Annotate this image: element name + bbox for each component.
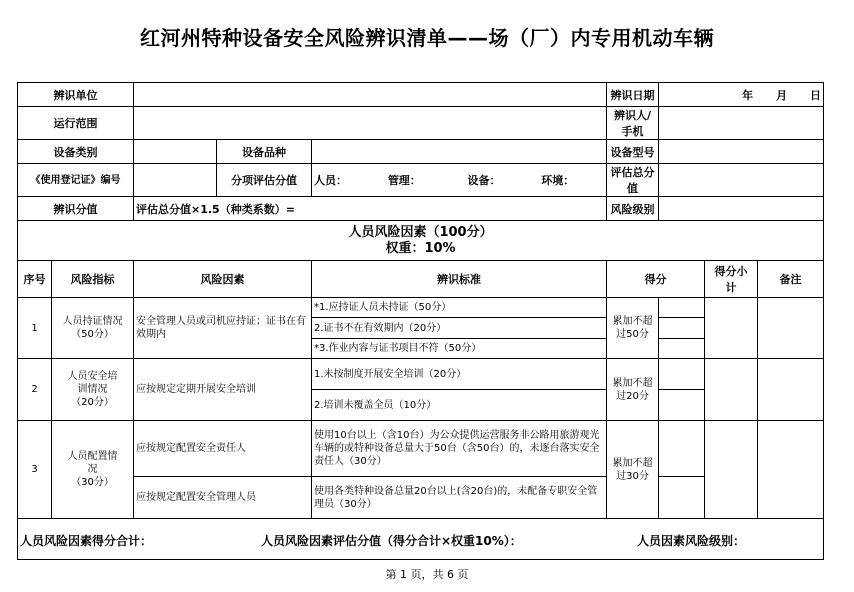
table-row (18, 298, 824, 318)
unit-value[interactable] (134, 83, 607, 107)
summary-cell (18, 519, 824, 560)
summary-row (18, 519, 824, 560)
row3-factor-2: 应按规定配置安全管理人员 (134, 477, 312, 519)
row2-indicator-name: 人员安全培训情况 (67, 371, 118, 395)
row2-indicator-score: （20分） (71, 397, 114, 408)
person-value[interactable] (659, 107, 824, 140)
date-label: 辨识日期 (607, 83, 659, 107)
section-header (18, 221, 824, 261)
row1-standard-2: 2.证书不在有效期内（20分） (312, 318, 607, 339)
summary-level: 人员因素风险级别： (637, 534, 746, 548)
sub-score-values[interactable] (312, 164, 607, 197)
risk-level-value[interactable] (659, 197, 824, 221)
row2-remark[interactable] (758, 359, 824, 421)
variety-label: 设备品种 (217, 140, 312, 164)
col-seq: 序号 (18, 261, 52, 298)
section-weight: 权重：10% (385, 240, 456, 256)
row1-score-2[interactable] (659, 318, 705, 339)
row2-score-note: 累加不超过20分 (607, 359, 659, 421)
date-year: 年 (742, 88, 754, 102)
row2-score-1[interactable] (659, 359, 705, 390)
table-row (18, 359, 824, 390)
model-label: 设备型号 (607, 140, 659, 164)
category-value[interactable] (134, 140, 217, 164)
row1-subtotal[interactable] (705, 298, 758, 359)
date-month: 月 (776, 88, 788, 102)
row1-indicator (52, 298, 134, 359)
ident-formula[interactable]: 评估总分值×1.5（种类系数）= (134, 197, 607, 221)
row3-standard-1: 使用10台以上（含10台）为公众提供运营服务非公路用旅游观光车辆的或特种设备总量大于50台（含50台）的，未逐台落实安全责任人（30分） (312, 421, 607, 477)
row3-indicator-name: 人员配置情况 (67, 451, 118, 475)
col-indicator: 风险指标 (52, 261, 134, 298)
person-label: 辨识人/手机 (607, 107, 659, 140)
row1-remark[interactable] (758, 298, 824, 359)
row1-score-note: 累加不超过50分 (607, 298, 659, 359)
row2-indicator (52, 359, 134, 421)
row3-standard-2: 使用各类特种设备总量20台以上(含20台)的，未配备专职安全管理员（30分） (312, 477, 607, 519)
section-title: 人员风险因素（100分） (348, 224, 493, 240)
row1-indicator-name: 人员持证情况 (62, 316, 123, 327)
total-score-value[interactable] (659, 164, 824, 197)
row3-score-2[interactable] (659, 477, 705, 519)
row1-score-1[interactable] (659, 298, 705, 318)
col-factor: 风险因素 (134, 261, 312, 298)
scope-label: 运行范围 (18, 107, 134, 140)
row1-seq: 1 (18, 298, 52, 359)
row1-factor: 安全管理人员或司机应持证；证书在有效期内 (134, 298, 312, 359)
row2-subtotal[interactable] (705, 359, 758, 421)
row2-score-2[interactable] (659, 390, 705, 421)
row2-seq: 2 (18, 359, 52, 421)
summary-eval: 人员风险因素评估分值（得分合计×权重10%）： (261, 534, 522, 548)
sub-score-label: 分项评估分值 (217, 164, 312, 197)
col-standard: 辨识标准 (312, 261, 607, 298)
row3-score-1[interactable] (659, 421, 705, 477)
col-score: 得分 (607, 261, 705, 298)
cert-label: 《使用登记证》编号 (18, 164, 134, 197)
date-day: 日 (810, 88, 822, 102)
row3-remark[interactable] (758, 421, 824, 519)
row2-standard-2: 2.培训未覆盖全员（10分） (312, 390, 607, 421)
sub-manage: 管理： (387, 174, 421, 187)
model-value[interactable] (659, 140, 824, 164)
table-row (18, 421, 824, 477)
category-label: 设备类别 (18, 140, 134, 164)
ident-score-label: 辨识分值 (18, 197, 134, 221)
row3-factor-1: 应按规定配置安全责任人 (134, 421, 312, 477)
row3-indicator-score: （30分） (71, 477, 114, 488)
page-footer: 第 1 页，共 6 页 (385, 568, 469, 581)
date-value[interactable] (659, 83, 824, 107)
sub-equip: 设备： (467, 174, 501, 187)
risk-table (17, 82, 824, 560)
row2-standard-1: 1.未按制度开展安全培训（20分） (312, 359, 607, 390)
table-row (18, 477, 824, 519)
risk-level-label: 风险级别 (607, 197, 659, 221)
summary-total: 人员风险因素得分合计： (20, 534, 153, 548)
row3-subtotal[interactable] (705, 421, 758, 519)
page-title: 红河州特种设备安全风险辨识清单——场（厂）内专用机动车辆 (140, 26, 714, 50)
variety-value[interactable] (312, 140, 607, 164)
row3-indicator (52, 421, 134, 519)
row3-seq: 3 (18, 421, 52, 519)
total-score-label: 评估总分值 (607, 164, 659, 197)
row1-standard-1: *1.应持证人员未持证（50分） (312, 298, 607, 318)
sub-people: 人员： (314, 174, 347, 187)
col-subtotal: 得分小计 (705, 261, 758, 298)
row2-factor: 应按规定定期开展安全培训 (134, 359, 312, 421)
cert-value[interactable] (134, 164, 217, 197)
row1-indicator-score: （50分） (71, 329, 114, 340)
row1-score-3[interactable] (659, 339, 705, 359)
row1-standard-3: *3.作业内容与证书项目不符（50分） (312, 339, 607, 359)
scope-value[interactable] (134, 107, 607, 140)
col-remark: 备注 (758, 261, 824, 298)
row3-score-note: 累加不超过30分 (607, 421, 659, 519)
sub-env: 环境： (541, 174, 575, 187)
unit-label: 辨识单位 (18, 83, 134, 107)
